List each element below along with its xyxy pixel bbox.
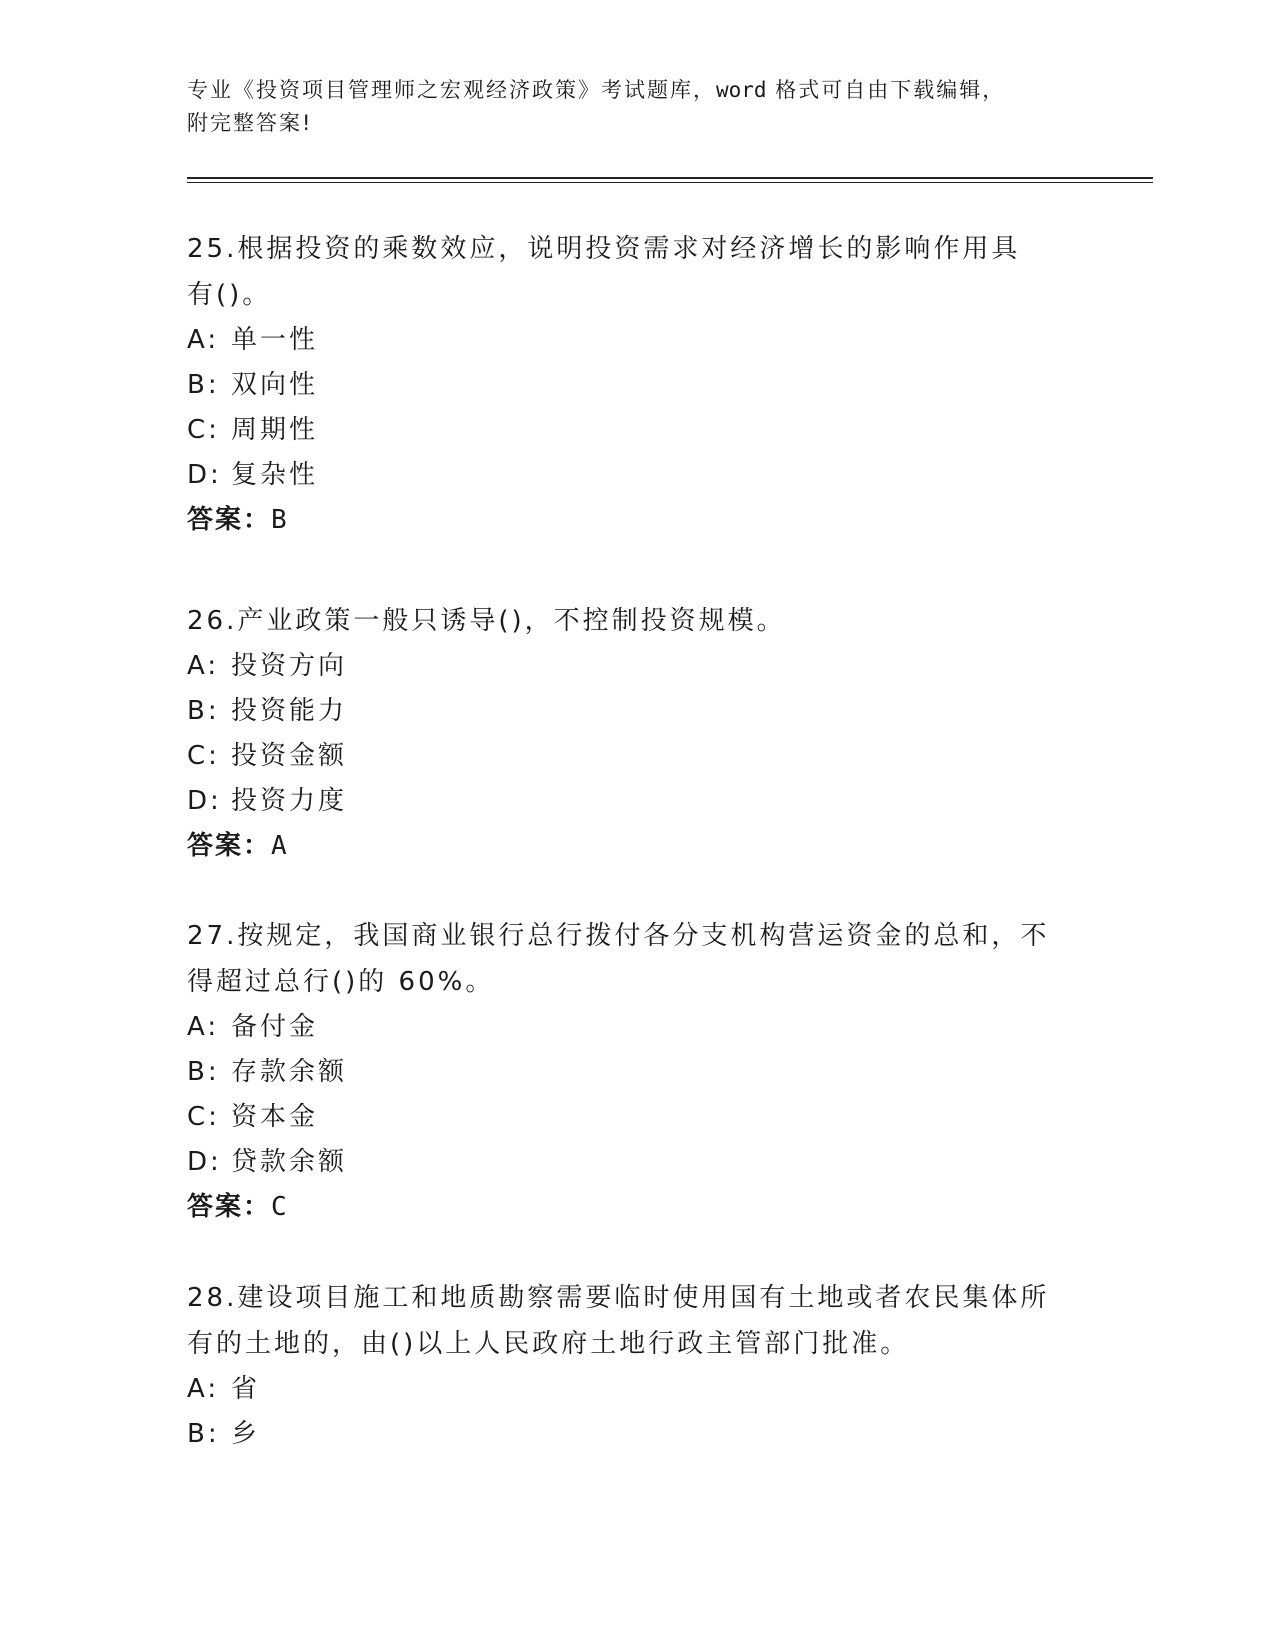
question-26 xyxy=(187,598,1087,869)
question-stem: 25.根据投资的乘数效应，说明投资需求对经济增长的影响作用具有()。 xyxy=(187,234,1021,310)
answer-line xyxy=(187,498,1087,543)
option-key: C: xyxy=(187,1102,220,1132)
option-c xyxy=(187,1095,1087,1140)
option-key: D: xyxy=(187,1147,222,1177)
answer-label: 答案： xyxy=(187,505,272,535)
option-key: A: xyxy=(187,1012,220,1042)
option-text: 双向性 xyxy=(231,370,319,400)
answer-label: 答案： xyxy=(187,831,272,861)
option-text: 资本金 xyxy=(231,1102,319,1132)
option-d xyxy=(187,779,1087,824)
option-text: 省 xyxy=(231,1374,261,1404)
header-word-format: word xyxy=(716,78,767,102)
option-key: D: xyxy=(187,786,222,816)
document-header xyxy=(187,74,1087,140)
option-a xyxy=(187,1005,1087,1050)
header-line-1-suffix: 格式可自由下载编辑， xyxy=(766,78,1006,102)
option-text: 周期性 xyxy=(231,415,319,445)
option-key: C: xyxy=(187,741,220,771)
question-stem: 28.建设项目施工和地质勘察需要临时使用国有土地或者农民集体所有的土地的，由()以上人民政府土地行政主管部门批准。 xyxy=(187,1283,1050,1359)
option-key: B: xyxy=(187,370,220,400)
answer-value: A xyxy=(271,831,289,861)
answer-line xyxy=(187,824,1087,869)
question-25 xyxy=(187,226,1087,543)
option-text: 投资力度 xyxy=(231,786,348,816)
option-a xyxy=(187,318,1087,363)
option-key: C: xyxy=(187,415,220,445)
option-text: 投资金额 xyxy=(231,741,348,771)
option-key: D: xyxy=(187,460,222,490)
answer-line xyxy=(187,1185,1087,1230)
header-line-1-prefix: 专业《投资项目管理师之宏观经济政策》考试题库， xyxy=(187,78,716,102)
option-a xyxy=(187,1367,1087,1412)
option-text: 乡 xyxy=(231,1419,261,1449)
option-key: A: xyxy=(187,651,220,681)
question-27 xyxy=(187,913,1087,1230)
header-line-2: 附完整答案! xyxy=(187,111,313,135)
option-text: 贷款余额 xyxy=(231,1147,348,1177)
option-text: 存款余额 xyxy=(231,1057,348,1087)
answer-label: 答案： xyxy=(187,1192,272,1222)
option-b xyxy=(187,1412,1087,1457)
option-b xyxy=(187,363,1087,408)
header-line-1 xyxy=(187,74,1087,107)
question-stem: 26.产业政策一般只诱导()，不控制投资规模。 xyxy=(187,606,786,636)
option-a xyxy=(187,644,1087,689)
header-divider-thin xyxy=(187,182,1153,183)
option-key: B: xyxy=(187,1419,220,1449)
answer-value: B xyxy=(271,505,289,535)
option-text: 单一性 xyxy=(231,325,319,355)
option-key: B: xyxy=(187,1057,220,1087)
option-text: 投资能力 xyxy=(231,696,348,726)
header-divider-thick xyxy=(187,177,1153,179)
question-28 xyxy=(187,1275,1087,1457)
option-key: B: xyxy=(187,696,220,726)
option-b xyxy=(187,1050,1087,1095)
option-d xyxy=(187,1140,1087,1185)
option-text: 备付金 xyxy=(231,1012,319,1042)
option-text: 复杂性 xyxy=(231,460,319,490)
option-c xyxy=(187,734,1087,779)
option-d xyxy=(187,453,1087,498)
question-stem: 27.按规定，我国商业银行总行拨付各分支机构营运资金的总和，不得超过总行()的 60%。 xyxy=(187,921,1050,997)
answer-value: C xyxy=(271,1192,289,1222)
option-key: A: xyxy=(187,325,220,355)
option-b xyxy=(187,689,1087,734)
option-text: 投资方向 xyxy=(231,651,348,681)
option-c xyxy=(187,408,1087,453)
option-key: A: xyxy=(187,1374,220,1404)
